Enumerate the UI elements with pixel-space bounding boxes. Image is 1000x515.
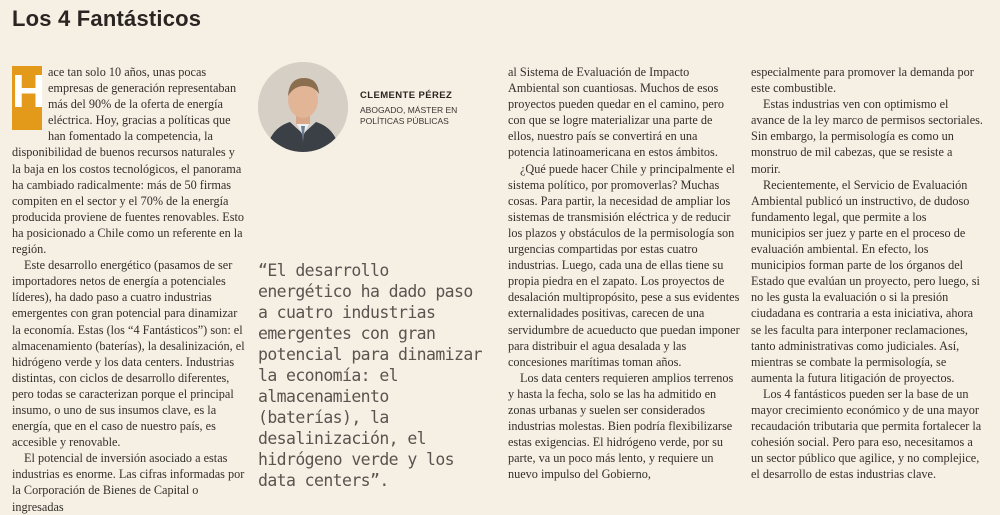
- author-byline: [360, 90, 500, 127]
- paragraph: El potencial de inversión asociado a estas industrias es enorme. Las cifras informadas por la Corporación de Bienes de Capital o ingresadas: [12, 451, 245, 514]
- column-3: [508, 64, 741, 482]
- author-role: ABOGADO, MÁSTER EN POLÍTICAS PÚBLICAS: [360, 105, 458, 126]
- paragraph: Estas industrias ven con optimismo el avance de la ley marco de permisos sectoriales. Sin embargo, la permisología es como un monstruo de mil cabezas, que se resiste a morir.: [751, 97, 983, 176]
- paragraph: H ace tan solo 10 años, unas pocas empresas de generación representaban más del 90% de la oferta de energía eléctrica. Hoy, gracias a políticas que han fomentado la competencia, la disponibilidad de buenos recursos naturales y la baja en los costos tecnológicos, el panorama ha cambiado radicalmente: más de 50 firmas compiten en el sector y el 70% de la energía producida proviene de fuentes renovables. Esto ha posicionado a Chile como un referente en la región.: [12, 65, 244, 257]
- drop-cap: H: [12, 66, 42, 130]
- author-name: CLEMENTE PÉREZ: [360, 90, 453, 101]
- paragraph: ¿Qué puede hacer Chile y principalmente el sistema político, por promoverlas? Muchas cosas. Para partir, la necesidad de ampliar los sistemas de transmisión eléctrica y de reducir los plazos y obstáculos de la permisología son urgencias compartidas por estas cuatro industrias. Luego, cada una de ellas tiene su propia piedra en el zapato. Los proyectos de desalación multipropósito, pese a sus evidentes externalidades positivas, carecen de una servidumbre de acueducto que puedan imponer para distribuir el agua desalada y las concesiones marítimas toman años.: [508, 161, 740, 369]
- column-1: [12, 64, 245, 515]
- paragraph: Los 4 fantásticos pueden ser la base de un mayor crecimiento económico y de una mayor recaudación tributaria que permita fortalecer la cohesión social. Pero para eso, necesitamos a un sector público que agilice, y no complejice, el desarrollo de estas industrias clave.: [751, 386, 982, 482]
- pull-quote: “El desarrollo energético ha dado paso a cuatro industrias emergentes con gran potencial para dinamizar la economía: el almacenamiento (baterías), la desalinización, el hidrógeno verde y los data centers”.: [258, 261, 483, 490]
- paragraph: Este desarrollo energético (pasamos de ser importadores netos de energía a potenciales líderes), ha dado paso a cuatro industrias emergentes con gran potencial para dinamizar la economía. Estas (los “4 Fantásticos”) son: el almacenamiento (baterías), la desalinización, el hidrógeno verde y los data centers. Industrias distintas, con ciclos de desarrollo diferentes, pero todas se caracterizan porque el principal insumo, o uno de sus insumos clave, es la energía, que en el caso de nuestro país, es accesible y renovable.: [12, 258, 245, 450]
- author-photo: [258, 62, 348, 152]
- column-4: [751, 64, 984, 482]
- article-title: Los 4 Fantásticos: [12, 6, 202, 31]
- paragraph: al Sistema de Evaluación de Impacto Ambiental son cuantiosas. Muchos de esos proyectos pueden quedar en el camino, pero con que se logre materializar una parte de ellos, nuestro país se convertirá en una potencia latinoamericana en estos ámbitos.: [508, 65, 724, 160]
- paragraph: Los data centers requieren amplios terrenos y hasta la fecha, solo se las ha admitido en zonas urbanas y suelen ser considerados industrias molestas. Bien podría flexibilizarse estas exigencias. El hidrógeno verde, por su parte, va un poco más lento, y requiere un nuevo impulso del Gobierno,: [508, 370, 734, 482]
- paragraph: especialmente para promover la demanda por este combustible.: [751, 65, 974, 96]
- paragraph: Recientemente, el Servicio de Evaluación Ambiental publicó un instructivo, de dudoso fundamento legal, que permite a los municipios ser juez y parte en el proceso de evaluación ambiental. En efecto, los municipios forman parte de los órganos del Estado que evalúan un proyecto, pero luego, si no les gusta la evaluación o si la presión ciudadana es contraria a esta iniciativa, ahora se les faculta para interponer reclamaciones, tanto administrativas como judiciales. Así, mientras se combate la permisología, se aumenta la futura litigación de proyectos.: [751, 177, 980, 385]
